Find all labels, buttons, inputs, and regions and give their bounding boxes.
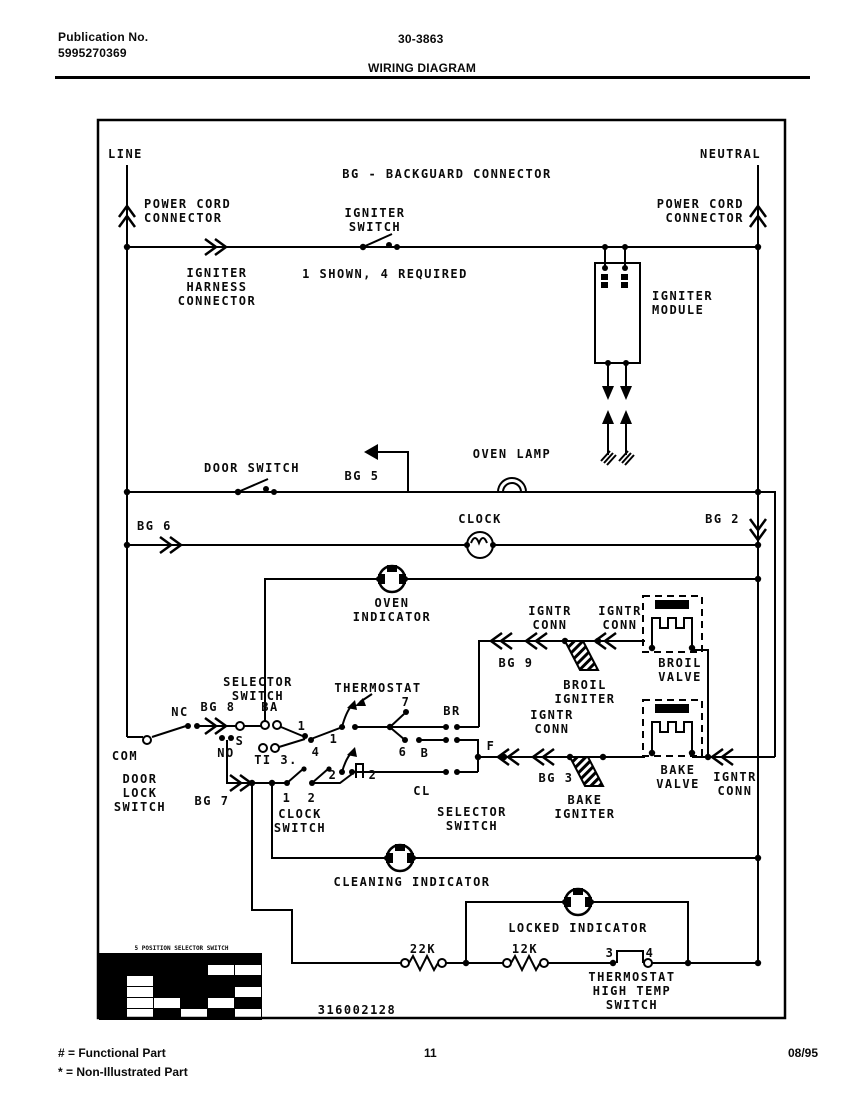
broil-igniter-label-2: IGNITER xyxy=(554,692,616,706)
oven-indicator-label-1: OVEN xyxy=(374,596,410,610)
htswitch-n4: 4 xyxy=(645,946,655,960)
igniter-circuit-wire xyxy=(124,239,761,255)
br-label: BR xyxy=(443,704,461,718)
page-number: 11 xyxy=(424,1046,437,1060)
high-temp-3: SWITCH xyxy=(605,998,659,1012)
bake-igniter-element xyxy=(570,757,603,786)
table-row xyxy=(100,987,262,998)
clock-switch-n1: 1 xyxy=(282,791,292,805)
contact-n6: 6 xyxy=(398,745,408,759)
selector-switch-bottom-2: SWITCH xyxy=(445,819,499,833)
high-temp-1: THERMOSTAT xyxy=(588,970,676,984)
b-label: B xyxy=(420,746,430,760)
f-label: F xyxy=(486,739,496,753)
table-row xyxy=(100,976,262,987)
thermostat-n1: 1 xyxy=(329,732,339,746)
clock-symbol xyxy=(464,532,496,558)
selector-n4: 4 xyxy=(311,745,321,759)
igniter-module-label-2: MODULE xyxy=(652,303,705,317)
bake-igniter-label-1: BAKE xyxy=(567,793,603,807)
door-lock-1: DOOR xyxy=(122,772,158,786)
locked-indicator-label: LOCKED INDICATOR xyxy=(508,921,648,935)
igniter-switch-label-2: SWITCH xyxy=(348,220,402,234)
igntr-conn-4b: CONN xyxy=(717,784,753,798)
table-row xyxy=(100,954,262,965)
ti3-label: TI 3. xyxy=(254,753,298,767)
bg6-label: BG 6 xyxy=(137,519,172,533)
power-cord-right-2: CONNECTOR xyxy=(665,211,744,225)
thermostat-n2-right: 2 xyxy=(368,768,378,782)
igntr-conn-3b: CONN xyxy=(534,722,570,736)
htswitch-n3: 3 xyxy=(605,946,615,960)
power-cord-left-2: CONNECTOR xyxy=(144,211,223,225)
document-number: 30-3863 xyxy=(398,32,444,46)
door-switch-label: DOOR SWITCH xyxy=(204,461,300,475)
bg3-label: BG 3 xyxy=(538,771,574,785)
power-cord-right-1: POWER CORD xyxy=(656,197,744,211)
bg9-label: BG 9 xyxy=(498,656,534,670)
neutral-label: NEUTRAL xyxy=(700,147,762,161)
thermostat-label: THERMOSTAT xyxy=(334,681,422,695)
selector-switch-bottom-1: SELECTOR xyxy=(437,805,507,819)
thermostat xyxy=(339,694,372,778)
bg8-label: BG 8 xyxy=(200,700,236,714)
broil-valve-label-1: BROIL xyxy=(658,656,702,670)
igniter-harness-1: IGNITER xyxy=(186,266,248,280)
selector-rows xyxy=(352,709,481,775)
igntr-conn-2b: CONN xyxy=(602,618,638,632)
bg5-label: BG 5 xyxy=(344,469,380,483)
bg-legend: BG - BACKGUARD CONNECTOR xyxy=(342,167,552,181)
broil-valve-label-2: VALVE xyxy=(658,670,702,684)
no-label: NO xyxy=(217,746,235,760)
part-number: 316002128 xyxy=(317,1003,397,1017)
table-row xyxy=(100,1009,262,1020)
igniter-switch-label-1: IGNITER xyxy=(344,206,406,220)
cl-label: CL xyxy=(413,784,431,798)
line-label: LINE xyxy=(108,147,143,161)
bake-igniter-label-2: IGNITER xyxy=(554,807,616,821)
oven-indicator-label-2: INDICATOR xyxy=(352,610,432,624)
igniter-harness-3: CONNECTOR xyxy=(177,294,257,308)
door-lock-3: SWITCH xyxy=(113,800,167,814)
oven-indicator-row xyxy=(265,565,761,722)
publication-label: Publication No. xyxy=(58,30,149,44)
clock-switch-label-1: CLOCK xyxy=(278,807,322,821)
igntr-conn-4a: IGNTR xyxy=(713,770,757,784)
neutral-bus xyxy=(750,165,766,963)
footer-date: 08/95 xyxy=(788,1046,819,1060)
ba-label: BA xyxy=(261,700,279,714)
nc-wire xyxy=(197,718,261,734)
selector-switch-top-2: SWITCH xyxy=(231,689,285,703)
bake-valve-label-2: VALVE xyxy=(656,777,700,791)
page-title: WIRING DIAGRAM xyxy=(368,61,477,75)
clock-row xyxy=(124,537,761,553)
functional-note: # = Functional Part xyxy=(58,1046,166,1060)
cleaning-indicator-row xyxy=(272,783,761,871)
s-label: S xyxy=(235,734,245,748)
non-illustrated-note: * = Non-Illustrated Part xyxy=(58,1065,188,1079)
igntr-conn-3a: IGNTR xyxy=(530,708,574,722)
r22k-label: 22K xyxy=(409,942,437,956)
bg5-connector xyxy=(364,444,408,492)
igntr-conn-1a: IGNTR xyxy=(528,604,572,618)
oven-lamp-label: OVEN LAMP xyxy=(472,447,552,461)
selector-switch-top-1: SELECTOR xyxy=(223,675,293,689)
bg2-label: BG 2 xyxy=(705,512,740,526)
igntr-conn-1b: CONN xyxy=(532,618,568,632)
table-row xyxy=(100,965,262,976)
igniter-harness-2: HARNESS xyxy=(186,280,248,294)
selector-table-grid xyxy=(99,953,262,1020)
clock-label: CLOCK xyxy=(458,512,502,526)
publication-number: 5995270369 xyxy=(58,46,127,60)
igntr-conn-2a: IGNTR xyxy=(598,604,642,618)
selector-table-title: 5 POSITION SELECTOR SWITCH xyxy=(134,945,229,952)
igniter-element-arrows xyxy=(601,410,634,465)
clock-switch-label-2: SWITCH xyxy=(273,821,327,835)
shown-required: 1 SHOWN, 4 REQUIRED xyxy=(302,267,468,281)
igniter-module-label-1: IGNITER xyxy=(652,289,714,303)
nc-label: NC xyxy=(171,705,189,719)
r12k-label: 12K xyxy=(511,942,539,956)
bake-valve-label-1: BAKE xyxy=(660,763,696,777)
cleaning-indicator-label: CLEANING INDICATOR xyxy=(333,875,491,889)
selector-n1: 1 xyxy=(297,719,307,733)
selector-switch-table xyxy=(99,945,264,1020)
high-temp-2: HIGH TEMP xyxy=(592,984,672,998)
thermostat-n2-left: 2 xyxy=(328,768,338,782)
igniter-module xyxy=(595,244,640,400)
bg7-label: BG 7 xyxy=(194,794,230,808)
contact-n7: 7 xyxy=(401,695,411,709)
table-row xyxy=(100,998,262,1009)
oven-lamp-symbol xyxy=(498,478,526,492)
clock-switch-n2: 2 xyxy=(307,791,317,805)
line-bus xyxy=(119,165,135,737)
broil-igniter-label-1: BROIL xyxy=(563,678,607,692)
door-lock-2: LOCK xyxy=(122,786,158,800)
com-label: COM xyxy=(111,749,139,763)
power-cord-left-1: POWER CORD xyxy=(144,197,232,211)
broil-igniter-element xyxy=(565,641,598,670)
